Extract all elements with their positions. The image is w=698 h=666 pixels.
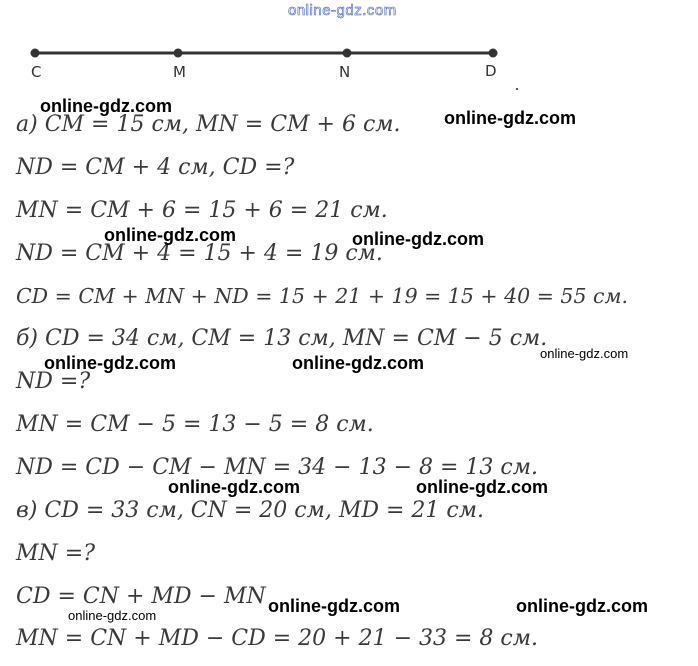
header-watermark: online-gdz.com <box>288 2 397 19</box>
watermark: online-gdz.com <box>516 596 648 616</box>
point-label-m: M <box>173 63 186 81</box>
watermark: online-gdz.com <box>104 225 236 245</box>
point-label-c: C <box>31 63 42 81</box>
solution-line-5: CD = CM + MN + ND = 15 + 21 + 19 = 15 + 40 = 55 см. <box>16 284 629 308</box>
watermark: online-gdz.com <box>444 108 576 128</box>
point-n <box>343 49 352 58</box>
point-c <box>31 49 40 58</box>
solution-line-7: ND =? <box>16 369 91 394</box>
watermark: online-gdz.com <box>44 353 176 373</box>
watermark: online-gdz.com <box>352 229 484 249</box>
solution-line-10: в) CD = 33 см, CN = 20 см, MD = 21 см. <box>16 498 484 523</box>
point-label-n: N <box>339 63 351 81</box>
stray-dot <box>516 88 518 90</box>
point-d <box>489 49 498 58</box>
solution-line-11: MN =? <box>16 541 95 566</box>
watermark: online-gdz.com <box>168 477 300 497</box>
watermark: online-gdz.com <box>540 346 629 361</box>
point-m <box>174 49 183 58</box>
solution-line-4: ND = CM + 4 = 15 + 4 = 19 см. <box>16 241 383 266</box>
solution-line-9: ND = CD − CM − MN = 34 − 13 − 8 = 13 см. <box>16 455 538 480</box>
solution-line-13: MN = CN + MD − CD = 20 + 21 − 33 = 8 см. <box>16 626 538 651</box>
solution-line-3: MN = CM + 6 = 15 + 6 = 21 см. <box>16 198 388 223</box>
solution-line-8: MN = CM − 5 = 13 − 5 = 8 см. <box>16 412 374 437</box>
watermark: online-gdz.com <box>268 596 400 616</box>
watermark: online-gdz.com <box>292 353 424 373</box>
solution-line-12: CD = CN + MD − MN <box>16 584 266 609</box>
watermark: online-gdz.com <box>68 608 157 623</box>
solution-line-1: а) CM = 15 см, MN = CM + 6 см. <box>16 112 401 137</box>
point-label-d: D <box>485 62 497 80</box>
solution-line-2: ND = CM + 4 см, CD =? <box>16 155 295 180</box>
solution-line-6: б) CD = 34 см, CM = 13 см, MN = CM − 5 см. <box>16 326 548 351</box>
watermark: online-gdz.com <box>416 477 548 497</box>
watermark: online-gdz.com <box>40 96 172 116</box>
